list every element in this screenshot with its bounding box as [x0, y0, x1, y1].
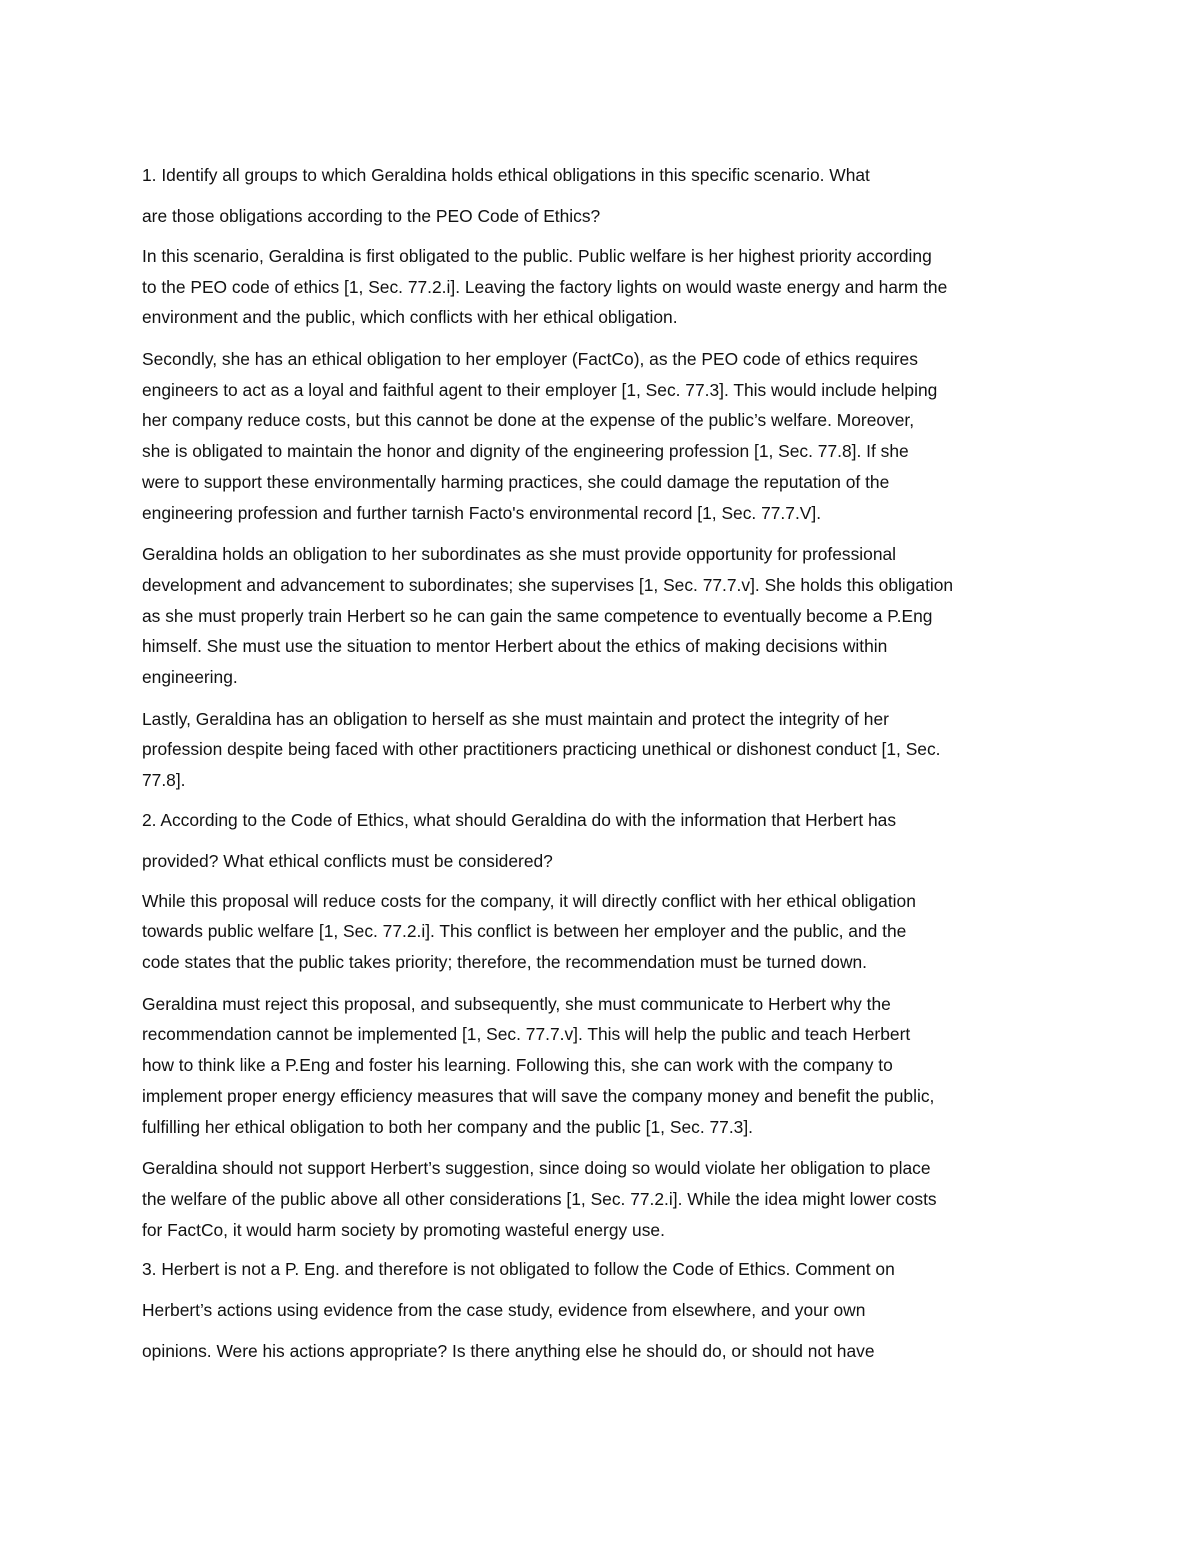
paragraph-line: 77.8]. — [142, 770, 186, 790]
paragraph-line: Geraldina should not support Herbert’s suggestion, since doing so would violate her obligation to place — [142, 1158, 931, 1179]
paragraph-subordinates-obligation — [142, 539, 1072, 692]
paragraph-line: the welfare of the public above all other considerations [1, Sec. 77.2.i]. While the idea might lower costs — [142, 1188, 937, 1209]
question-3 — [142, 1249, 1072, 1372]
paragraph-line: her company reduce costs, but this cannot be done at the expense of the public’s welfare. Moreover, — [142, 410, 915, 431]
paragraph-line: for FactCo, it would harm society by promoting wasteful energy use. — [142, 1219, 665, 1240]
paragraph-reject-proposal — [142, 989, 1072, 1142]
paragraph-line: fulfilling her ethical obligation to both her company and the public [1, Sec. 77.3]. — [142, 1116, 753, 1137]
question-3-line: 3. Herbert is not a P. Eng. and therefore is not obligated to follow the Code of Ethics. Comment on — [142, 1259, 895, 1280]
paragraph-line: were to support these environmentally harming practices, she could damage the reputation of the — [142, 471, 890, 492]
paragraph-line: recommendation cannot be implemented [1, Sec. 77.7.v]. This will help the public and teach Herbert — [142, 1024, 911, 1045]
question-1-line: are those obligations according to the PEO Code of Ethics? — [142, 206, 601, 226]
paragraph-self-obligation — [142, 704, 1072, 796]
paragraph-line: Geraldina must reject this proposal, and subsequently, she must communicate to Herbert why the — [142, 993, 891, 1014]
paragraph-line: code states that the public takes priority; therefore, the recommendation must be turned down. — [142, 952, 868, 973]
paragraph-line: While this proposal will reduce costs for the company, it will directly conflict with her ethical obligation — [142, 890, 916, 911]
question-2-line: 2. According to the Code of Ethics, what should Geraldina do with the information that Herbert has — [142, 809, 897, 830]
question-3-line: opinions. Were his actions appropriate? Is there anything else he should do, or should not have — [142, 1341, 875, 1362]
paragraph-line: In this scenario, Geraldina is first obligated to the public. Public welfare is her highest priority according — [142, 246, 932, 266]
question-2-line: provided? What ethical conflicts must be considered? — [142, 850, 553, 871]
paragraph-suggestion — [142, 1153, 1072, 1245]
paragraph-line: profession despite being faced with other practitioners practicing unethical or dishonest conduct [1, Sec. — [142, 739, 941, 760]
paragraph-conflict — [142, 886, 1072, 978]
document-page — [142, 155, 1072, 1372]
paragraph-line: environment and the public, which conflicts with her ethical obligation. — [142, 307, 678, 328]
paragraph-line: towards public welfare [1, Sec. 77.2.i]. This conflict is between her employer and the public, and the — [142, 921, 907, 942]
paragraph-line: she is obligated to maintain the honor and dignity of the engineering profession [1, Sec. 77.8]. If she — [142, 441, 909, 462]
paragraph-line: Lastly, Geraldina has an obligation to herself as she must maintain and protect the integrity of her — [142, 708, 889, 729]
question-3-line: Herbert’s actions using evidence from the case study, evidence from elsewhere, and your own — [142, 1300, 866, 1321]
question-2 — [142, 800, 1072, 882]
paragraph-line: Secondly, she has an ethical obligation to her employer (FactCo), as the PEO code of ethics requires — [142, 349, 918, 370]
paragraph-line: Geraldina holds an obligation to her subordinates as she must provide opportunity for professional — [142, 544, 897, 565]
paragraph-line: as she must properly train Herbert so he can gain the same competence to eventually become a P.Eng — [142, 605, 933, 626]
paragraph-employer-obligation — [142, 344, 1072, 528]
question-1-line: 1. Identify all groups to which Geraldina holds ethical obligations in this specific scenario. What — [142, 165, 870, 185]
paragraph-line: engineering. — [142, 666, 238, 687]
paragraph-line: to the PEO code of ethics [1, Sec. 77.2.i]. Leaving the factory lights on would waste energy and harm the — [142, 276, 948, 297]
paragraph-line: engineering profession and further tarnish Facto's environmental record [1, Sec. 77.7.V]. — [142, 502, 822, 523]
paragraph-line: implement proper energy efficiency measures that will save the company money and benefit the public, — [142, 1085, 935, 1106]
paragraph-line: himself. She must use the situation to mentor Herbert about the ethics of making decisions within — [142, 636, 888, 657]
paragraph-public-obligation — [142, 241, 1072, 333]
paragraph-line: how to think like a P.Eng and foster his learning. Following this, she can work with the company to — [142, 1055, 893, 1076]
paragraph-line: engineers to act as a loyal and faithful agent to their employer [1, Sec. 77.3]. This would include helping — [142, 379, 938, 400]
paragraph-line: development and advancement to subordinates; she supervises [1, Sec. 77.7.v]. She holds this obligation — [142, 574, 954, 595]
question-1 — [142, 155, 1072, 237]
